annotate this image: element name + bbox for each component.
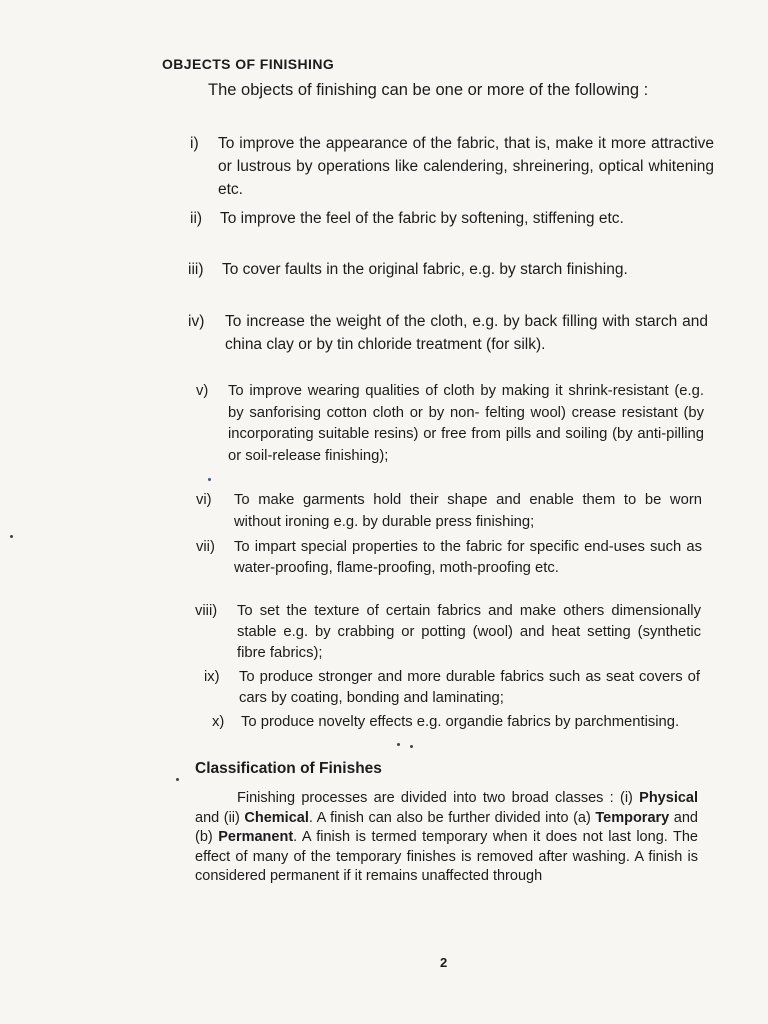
list-item (188, 258, 710, 281)
classification-heading: Classification of Finishes (195, 760, 382, 777)
paragraph-text: . A finish can also be further divided into (a) (308, 809, 596, 826)
list-item-number: iv) (188, 313, 205, 330)
list-item (190, 132, 714, 201)
paragraph-text: and (ii) (195, 809, 245, 826)
list-item-number: iii) (188, 261, 204, 278)
list-item (188, 310, 708, 356)
emphasis-term: Permanent (218, 829, 294, 845)
scan-speck (10, 535, 13, 538)
classification-paragraph (195, 789, 698, 887)
list-item-text: To produce novelty effects e.g. organdie fabrics by parchmentising. (241, 714, 680, 730)
list-item-text: To set the texture of certain fabrics and make others dimensionally stable e.g. by crabbing or potting (wool) and heat setting (synthetic fibre fabrics); (237, 603, 701, 661)
list-item-number: ix) (204, 669, 220, 685)
paragraph-text: . A finish is termed temporary when it does not last long. The effect of many of the temporary finishes is removed after washing. A finish is considered permanent if it remains unaffected through (195, 829, 698, 884)
list-item-text: To increase the weight of the cloth, e.g. by back filling with starch and china clay or by tin chloride treatment (for silk). (225, 313, 708, 353)
list-item (190, 207, 712, 230)
list-item-text: To improve the feel of the fabric by softening, stiffening etc. (220, 210, 624, 227)
scan-speck (410, 745, 413, 748)
intro-paragraph: The objects of finishing can be one or more of the following : (208, 81, 649, 99)
list-item (195, 601, 701, 664)
list-item-number: vi) (196, 492, 212, 508)
list-item-text: To make garments hold their shape and enable them to be worn without ironing e.g. by durable press finishing; (234, 492, 702, 530)
paragraph-text: Finishing processes are divided into two broad classes : (i) (237, 790, 640, 806)
list-item-number: v) (196, 383, 209, 399)
list-item (196, 537, 702, 579)
list-item-number: vii) (196, 539, 215, 555)
list-item-text: To produce stronger and more durable fabrics such as seat covers of cars by coating, bonding and laminating; (239, 669, 700, 706)
emphasis-term: Temporary (595, 809, 670, 826)
list-item-text: To cover faults in the original fabric, e.g. by starch finishing. (222, 261, 628, 278)
list-item (212, 712, 700, 733)
list-item (196, 490, 702, 533)
list-item-text: To improve the appearance of the fabric, that is, make it more attractive or lustrous by operations like calendering, shreinering, optical whitening etc. (218, 135, 714, 198)
list-item (196, 381, 704, 467)
scan-speck (397, 743, 400, 746)
paragraph-text: and (b) (195, 809, 698, 845)
scan-speck (208, 478, 211, 481)
section-heading: OBJECTS OF FINISHING (162, 56, 335, 72)
list-item-number: ii) (190, 210, 203, 227)
list-item-number: viii) (195, 603, 218, 619)
emphasis-term: Physical (639, 790, 698, 806)
list-item-number: x) (212, 714, 225, 730)
list-item (204, 667, 700, 709)
list-item-number: i) (190, 135, 199, 152)
emphasis-term: Chemical (244, 809, 309, 826)
page-number: 2 (440, 955, 448, 970)
list-item-text: To impart special properties to the fabric for specific end-uses such as water-proofing, flame-proofing, moth-proofing etc. (234, 539, 702, 576)
scan-speck (176, 778, 179, 781)
list-item-text: To improve wearing qualities of cloth by making it shrink-resistant (e.g. by sanforising cotton cloth or by non- felting wool) crease resistant (by incorporating suitable resins) or free from pills and soiling (by anti-pilling or soil-release finishing); (228, 383, 704, 464)
